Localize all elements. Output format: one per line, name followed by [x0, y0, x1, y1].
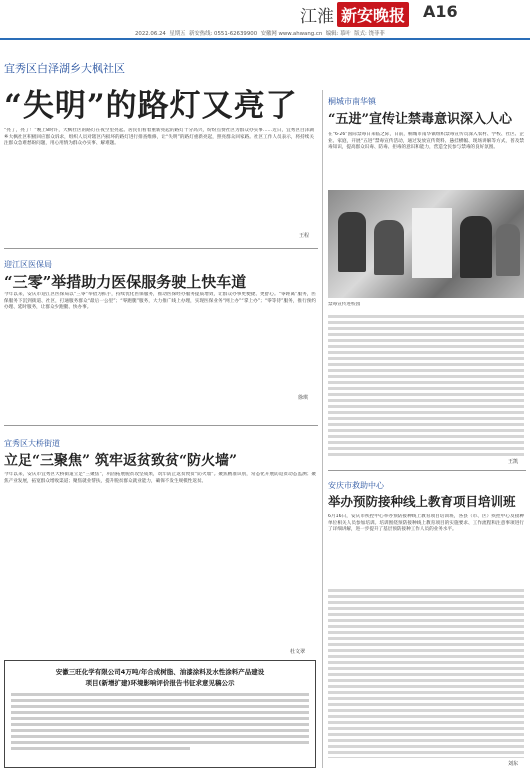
story-kicker: 安庆市救助中心	[328, 481, 384, 490]
editor: 编辑: 慕叶	[325, 31, 351, 37]
divider	[4, 248, 318, 249]
story-kicker: 宜秀区大桥街道	[4, 439, 60, 448]
news-photo	[328, 190, 524, 298]
story-poverty-prevention	[4, 430, 318, 655]
divider	[328, 470, 526, 471]
story-body: “亮了，亮了！”晚上8时许，大枫社区的路灯在夜空里亮起。居民们看着重新亮起的路灯十分高兴，纷纷点赞社区为群众办实事……近日，宜秀区白泽湖乡大枫社区积极回应群众诉求，组织人员对辖区内损坏的路灯进行排查维修，让“失明”的路灯重新亮起，照亮群众回家路。社区工作人员表示，将持续关注群众急难愁盼问题，用心用情为群众办实事、解难题。	[4, 128, 314, 147]
story-medical-insurance	[4, 252, 318, 402]
ad-title-line1: 安徽三旺化学有限公司4万吨/年合成树脂、油漆涂料及水性涂料产品建设	[55, 668, 265, 676]
story-anti-drug	[328, 96, 526, 466]
story-kicker: 迎江区医保局	[4, 260, 52, 269]
story-headline: “失明”的路灯又亮了	[4, 88, 298, 124]
masthead	[0, 0, 530, 42]
legal-notice-ad	[4, 660, 316, 768]
story-headline: 立足“三聚焦” 筑牢返贫致贫“防火墙”	[4, 453, 238, 469]
story-byline: 杜文翠	[290, 649, 306, 655]
date: 2022.06.24	[135, 31, 166, 37]
website: 安徽网 www.ahwang.cn	[260, 31, 323, 37]
masthead-paper-name: 新安晚报	[337, 2, 409, 27]
story-headline: “五进”宣传让禁毒意识深入人心	[328, 112, 512, 127]
masthead-region: 江淮	[300, 7, 334, 27]
story-byline: 王程	[299, 233, 310, 239]
story-byline: 王凯	[508, 459, 519, 465]
column-divider	[322, 90, 323, 768]
masthead-rule	[0, 38, 530, 40]
story-body-cont	[328, 586, 524, 758]
story-intro: 在“6·26”国际禁毒日来临之际，日前，桐城市南华镇组织禁毒宣传员深入农村、学校、社区、企业、家庭，开展“五进”禁毒宣传活动，通过发放宣传资料、悬挂横幅、现场讲解等方式，普及禁毒知识，提高群众识毒、防毒、拒毒的意识和能力，营造全民参与禁毒的良好氛围。	[328, 132, 524, 151]
story-headline: 举办预防接种线上教育项目培训班	[328, 494, 516, 509]
masthead-page: A16	[423, 2, 458, 21]
story-body: 今年以来，安庆市迎江区医保局以“三零”举措为抓手，持续优化医保服务，推动医保经办服务提质增效，让群众办事更便捷、更舒心。“零距离”服务，医保服务下沉到街道、社区，打通服务群众“最后一公里”；“零跑腿”服务，大力推广线上办理，实现医保业务“网上办”“掌上办”；“零等待”服务，推行预约办理、延时服务，让群众少跑腿、快办事。	[4, 292, 316, 311]
story-headline: “三零”举措助力医保服务驶上快车道	[4, 273, 247, 291]
masthead-info-line	[135, 29, 525, 37]
story-vaccination-training	[328, 480, 526, 768]
hotline: 新安热线: 0551-62639900	[188, 31, 258, 37]
story-kicker: 桐城市南华镇	[328, 97, 376, 106]
story-kicker: 宜秀区白泽湖乡大枫社区	[4, 62, 125, 75]
layout-editor: 版式: 饶菲菲	[354, 31, 385, 37]
weekday: 星期五	[169, 31, 186, 37]
story-body: 6月16日，安庆市疾控中心举办预防接种线上教育项目培训班，各县（市、区）疾控中心及接种单位相关人员参加培训。培训围绕预防接种线上教育项目的实施要求、工作流程和注意事项进行了详细讲解，进一步提升了基层预防接种工作人员的业务水平。	[328, 514, 524, 533]
photo-caption: 禁毒宣传进校园	[328, 302, 361, 307]
ad-title-line2: 项目(新增扩建)环境影响评价报告书征求意见稿公示	[85, 679, 235, 687]
divider	[4, 425, 318, 426]
story-body: 今年以来，安庆市宜秀区大桥街道立足“三聚焦”，巩固拓展脱贫攻坚成果，筑牢防止返贫致贫“防火墙”。聚焦精准识别，常态化开展防返贫动态监测；聚焦产业发展，拓宽群众增收渠道；聚焦就业帮扶，提升脱贫群众就业能力，确保不发生规模性返贫。	[4, 472, 316, 484]
story-byline: 徐琪	[298, 395, 309, 401]
story-byline: 刘东	[508, 761, 519, 767]
story-body-cont	[328, 312, 524, 458]
